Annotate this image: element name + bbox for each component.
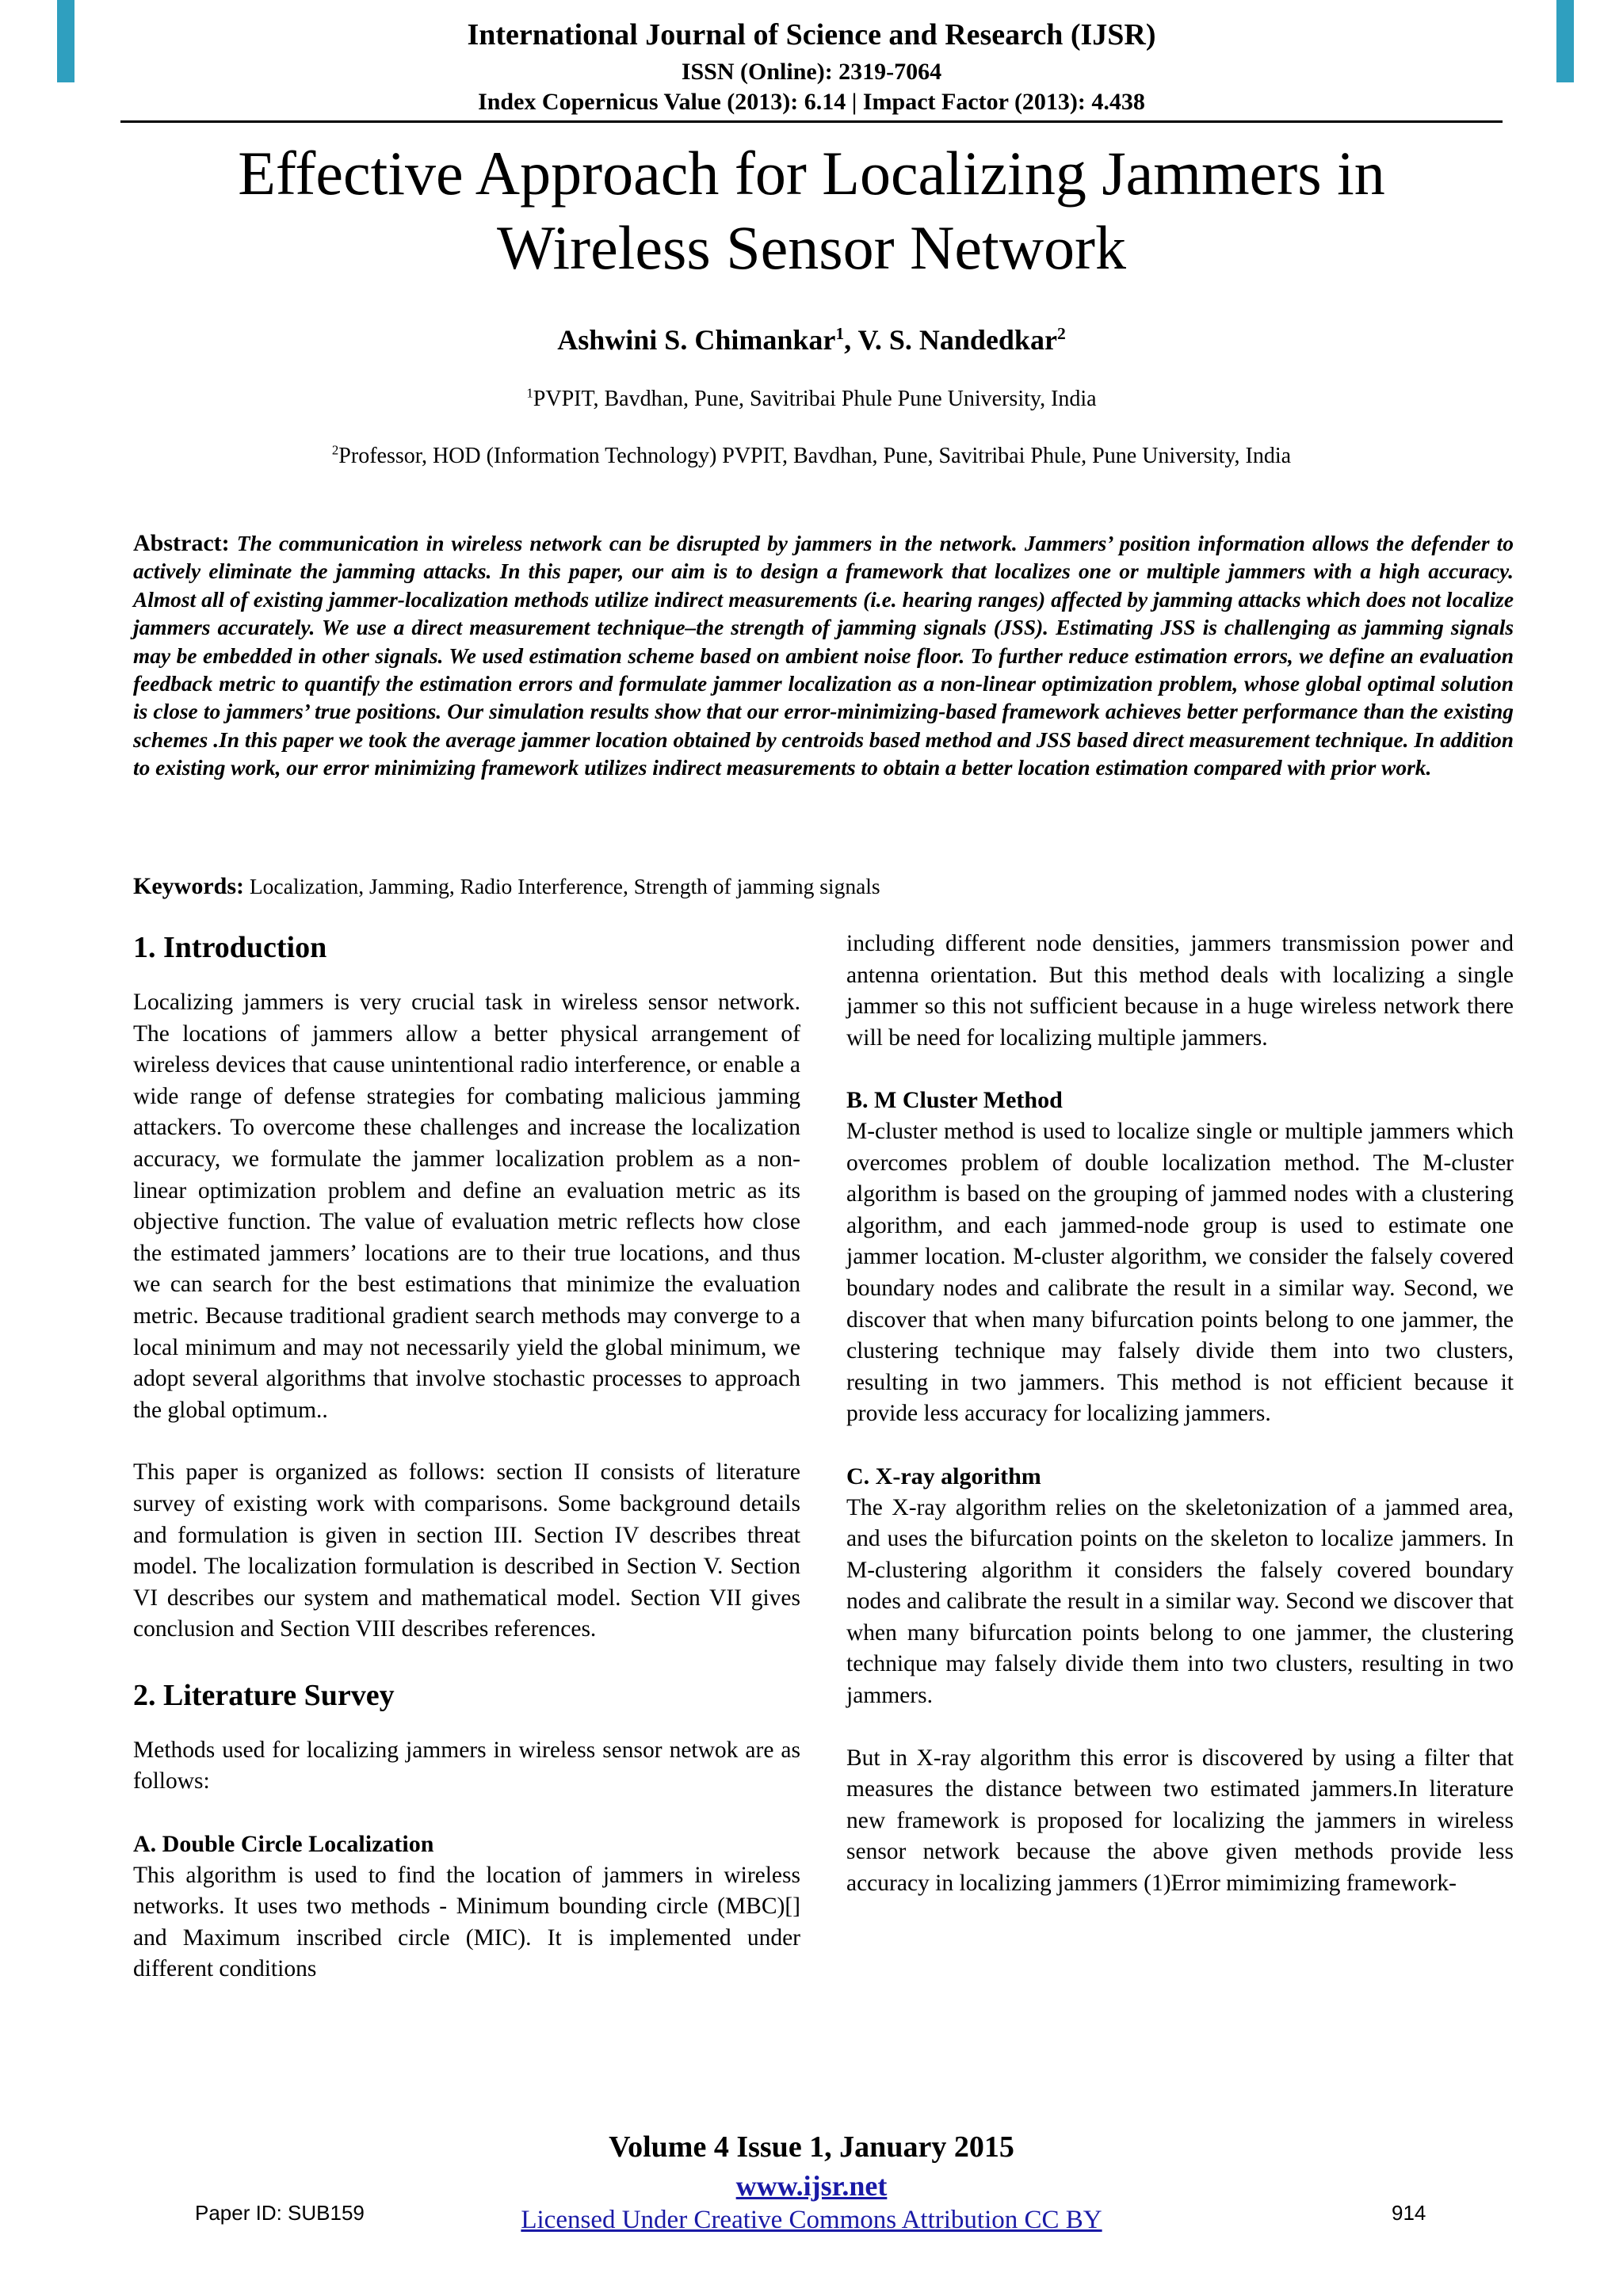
literature-paragraph: Methods used for localizing jammers in wireless sensor netwok are as follows: xyxy=(133,1737,800,1794)
right-column xyxy=(846,929,1514,1900)
affiliation-1 xyxy=(0,387,1623,412)
footer-paper-id: Paper ID: SUB159 xyxy=(195,2201,365,2225)
subheading-x-ray: C. X-ray algorithm xyxy=(846,1463,1041,1489)
affiliation-2 xyxy=(0,444,1623,469)
index-impact-factor: Index Copernicus Value (2013): 6.14 | Impact Factor (2013): 4.438 xyxy=(478,89,1145,115)
footer-page-number: 914 xyxy=(1392,2201,1426,2225)
header-rule xyxy=(120,120,1503,123)
abstract xyxy=(133,529,1514,783)
footer-volume: Volume 4 Issue 1, January 2015 xyxy=(609,2130,1014,2164)
continued-paragraph: including different node densities, jammers transmission power and antenna orientation. But this method deals with localizing a single jammer so this not sufficient because in a huge wireless network there will be need for localizing multiple jammers. xyxy=(846,931,1514,1051)
affiliation-1-text: PVPIT, Bavdhan, Pune, Savitribai Phule Pune University, India xyxy=(533,387,1097,411)
section-heading-introduction: 1. Introduction xyxy=(133,931,327,964)
subheading-double-circle: A. Double Circle Localization xyxy=(133,1831,434,1858)
final-paragraph: But in X-ray algorithm this error is discovered by using a filter that measures the distance between two estimated jammers.In literature new framework is proposed for localizing the jammers in wireless sensor network because the above given methods provide less accuracy in localizing jammers (1)Error mimimizing framework- xyxy=(846,1745,1514,1897)
author-2: V. S. Nandedkar xyxy=(857,324,1057,356)
footer-url-link[interactable]: www.ijsr.net xyxy=(735,2170,888,2202)
author-1-affil-mark: 1 xyxy=(835,324,845,343)
footer-license-link[interactable]: Licensed Under Creative Commons Attribution CC BY xyxy=(521,2206,1102,2234)
author-2-affil-mark: 2 xyxy=(1056,324,1066,343)
m-cluster-paragraph: M-cluster method is used to localize single or multiple jammers which overcomes problem of double localization method. The M-cluster algorithm is based on the grouping of jammed nodes with a clustering algorithm, and each jammed-node group is used to estimate one jammer location. M-cluster algorithm, we consider the falsely covered boundary nodes and calibrate the result in a similar way. Second, we discover that when many bifurcation points belong to one jammer, the clustering technique may falsely divide them into two clusters, resulting in two jammers. This method is not efficient because it provide less accuracy for localizing jammers. xyxy=(846,1118,1514,1427)
affiliation-2-mark: 2 xyxy=(331,442,339,458)
abstract-label: Abstract: xyxy=(133,530,230,556)
title-line-1: Effective Approach for Localizing Jammers in xyxy=(238,139,1385,208)
keywords-label: Keywords: xyxy=(133,873,244,899)
title-line-2: Wireless Sensor Network xyxy=(496,213,1126,282)
intro-paragraph-1: Localizing jammers is very crucial task in wireless sensor network. The locations of jammers allow a better physical arrangement of wireless devices that cause unintentional radio interference, or enable a wide range of defense strategies for combating malicious jamming attackers. To overcome these challenges and increase the localization accuracy, we formulate the jammer localization problem as a non-linear optimization problem and define an evaluation metric as its objective function. The value of evaluation metric reflects how close the estimated jammers’ locations are to their true locations, and thus we can search for the best estimations that minimize the evaluation metric. Because traditional gradient search methods may converge to a local minimum and may not necessarily yield the global minimum, we adopt several algorithms that involve stochastic processes to approach the global optimum.. xyxy=(133,990,800,1423)
keywords-text: Localization, Jamming, Radio Interference, Strength of jamming signals xyxy=(249,874,880,898)
subheading-m-cluster: B. M Cluster Method xyxy=(846,1087,1063,1114)
affiliation-1-mark: 1 xyxy=(526,385,533,401)
paper-title xyxy=(0,136,1623,285)
author-separator: , xyxy=(844,324,858,356)
author-list xyxy=(0,323,1623,357)
keywords xyxy=(133,873,1514,900)
affiliation-2-text: Professor, HOD (Information Technology) PVPIT, Bavdhan, Pune, Savitribai Phule, Pune University, India xyxy=(338,444,1292,468)
journal-name: International Journal of Science and Research (IJSR) xyxy=(467,18,1156,51)
left-column xyxy=(133,929,800,1985)
abstract-text: The communication in wireless network can be disrupted by jammers in the network. Jammers’ position information allows the defender to actively eliminate the jamming attacks. In this paper, our aim is to design a framework that localizes one or multiple jammers with a high accuracy. Almost all of existing jammer-localization methods utilize indirect measurements (i.e. hearing ranges) affected by jamming attacks which does not localize jammers accurately. We use a direct measurement technique–the strength of jamming signals (JSS). Estimating JSS is challenging as jamming signals may be embedded in other signals. We used estimation scheme based on ambient noise floor. To further reduce estimation errors, we define an evaluation feedback metric to quantify the estimation errors and formulate jammer localization as a non-linear optimization problem, whose global optimal solution is close to jammers’ true positions. Our simulation results show that our error-minimizing-based framework achieves better performance than the existing schemes .In this paper we took the average jammer location obtained by centroids based method and JSS based direct measurement technique. In addition to existing work, our error minimizing framework utilizes indirect measurements to obtain a better location estimation compared with prior work. xyxy=(133,532,1514,780)
x-ray-paragraph: The X-ray algorithm relies on the skeletonization of a jammed area, and uses the bifurcation points on the skeleton to localize jammers. In M-clustering algorithm it considers the falsely covered boundary nodes and calibrate the result in a similar way. Second we discover that when many bifurcation points belong to one jammer, the clustering technique may falsely divide them into two clusters, resulting in two jammers. xyxy=(846,1494,1514,1709)
section-heading-literature-survey: 2. Literature Survey xyxy=(133,1678,395,1712)
intro-paragraph-2: This paper is organized as follows: section II consists of literature survey of existing work with comparisons. Some background details and formulation is given in section III. Section IV describes threat model. The localization formulation is described in Section V. Section VI describes our system and mathematical model. Section VII gives conclusion and Section VIII describes references. xyxy=(133,1459,800,1642)
author-1: Ashwini S. Chimankar xyxy=(557,324,836,356)
issn: ISSN (Online): 2319-7064 xyxy=(681,59,942,85)
double-circle-paragraph: This algorithm is used to find the location of jammers in wireless networks. It uses two methods - Minimum bounding circle (MBC)[] and Maximum inscribed circle (MIC). It is implemented under different conditions xyxy=(133,1862,800,1982)
